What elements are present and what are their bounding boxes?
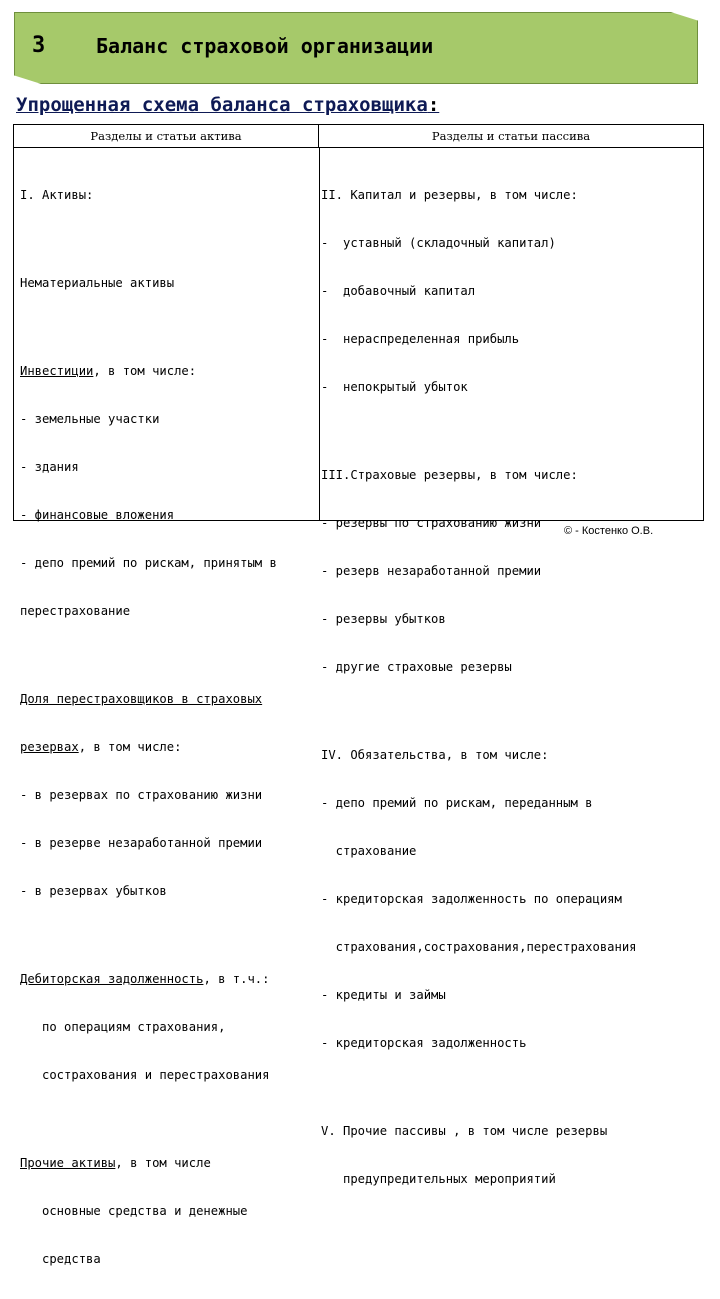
assets-column: [20, 155, 277, 1299]
liabilities-column: [321, 155, 637, 1219]
capital-section-title: II. Капитал и резервы, в том числе:: [321, 188, 578, 202]
scheme-heading-text: Упрощенная схема баланса страховщика: [16, 94, 428, 116]
list-item: - кредиторская задолженность: [321, 1036, 527, 1050]
list-item: - земельные участки: [20, 412, 160, 426]
reinsurer-share-label: Доля перестраховщиков в страховых: [20, 692, 263, 706]
investments-suffix: , в том числе:: [93, 364, 197, 378]
list-item: страхование: [321, 844, 417, 858]
column-divider: [319, 147, 320, 520]
list-item: средства: [20, 1252, 101, 1266]
receivables-label: Дебиторская задолженность: [20, 972, 204, 986]
scheme-heading: [16, 94, 439, 116]
list-item: - в резервах по страхованию жизни: [20, 788, 263, 802]
other-assets-suffix: , в том числе: [115, 1156, 211, 1170]
assets-section-title: I. Активы:: [20, 188, 94, 202]
other-liabilities-title: V. Прочие пассивы , в том числе резервы: [321, 1124, 608, 1138]
reserves-label: резервах: [20, 740, 79, 754]
list-item: - здания: [20, 460, 79, 474]
author-credit: © - Костенко О.В.: [564, 525, 654, 537]
list-item: - добавочный капитал: [321, 284, 476, 298]
list-item: - резерв незаработанной премии: [321, 564, 542, 578]
list-item: - депо премий по рискам, принятым в: [20, 556, 277, 570]
other-assets-line: [20, 1155, 277, 1171]
list-item: - непокрытый убыток: [321, 380, 468, 394]
slide-title: Баланс страховой организации: [96, 34, 434, 58]
scheme-heading-colon: :: [427, 94, 440, 116]
receivables-suffix: , в т.ч.:: [203, 972, 270, 986]
other-assets-label: Прочие активы: [20, 1156, 116, 1170]
list-item: - другие страховые резервы: [321, 660, 512, 674]
list-item: - кредиты и займы: [321, 988, 446, 1002]
list-item: - финансовые вложения: [20, 508, 175, 522]
investments-label: Инвестиции: [20, 364, 94, 378]
list-item: основные средства и денежные: [20, 1204, 248, 1218]
list-item: - нераспределенная прибыль: [321, 332, 520, 346]
list-item: - в резервах убытков: [20, 884, 167, 898]
list-item: - уставный (складочный капитал): [321, 236, 556, 250]
slide-number: 3: [32, 33, 46, 58]
list-item: предупредительных мероприятий: [321, 1172, 556, 1186]
list-item: по операциям страхования,: [20, 1020, 226, 1034]
intangible-assets: Нематериальные активы: [20, 276, 175, 290]
list-item: - депо премий по рискам, переданным в: [321, 796, 593, 810]
list-item: - резервы убытков: [321, 612, 446, 626]
investments-line: [20, 363, 277, 379]
list-item: перестрахование: [20, 604, 131, 618]
obligations-title: IV. Обязательства, в том числе:: [321, 748, 549, 762]
insurance-reserves-title: III.Страховые резервы, в том числе:: [321, 468, 578, 482]
reserves-suffix: , в том числе:: [78, 740, 182, 754]
list-item: - резервы по страхованию жизни: [321, 516, 542, 530]
list-item: сострахования и перестрахования: [20, 1068, 270, 1082]
header-assets: Разделы и статьи актива: [14, 125, 319, 147]
list-item: - в резерве незаработанной премии: [20, 836, 263, 850]
receivables-line: [20, 971, 277, 987]
header-divider: [14, 147, 703, 148]
list-item: - кредиторская задолженность по операциям: [321, 892, 622, 906]
reserves-line: [20, 739, 277, 755]
list-item: страхования,сострахования,перестрахования: [321, 940, 637, 954]
header-liabilities: Разделы и статьи пассива: [431, 129, 591, 143]
